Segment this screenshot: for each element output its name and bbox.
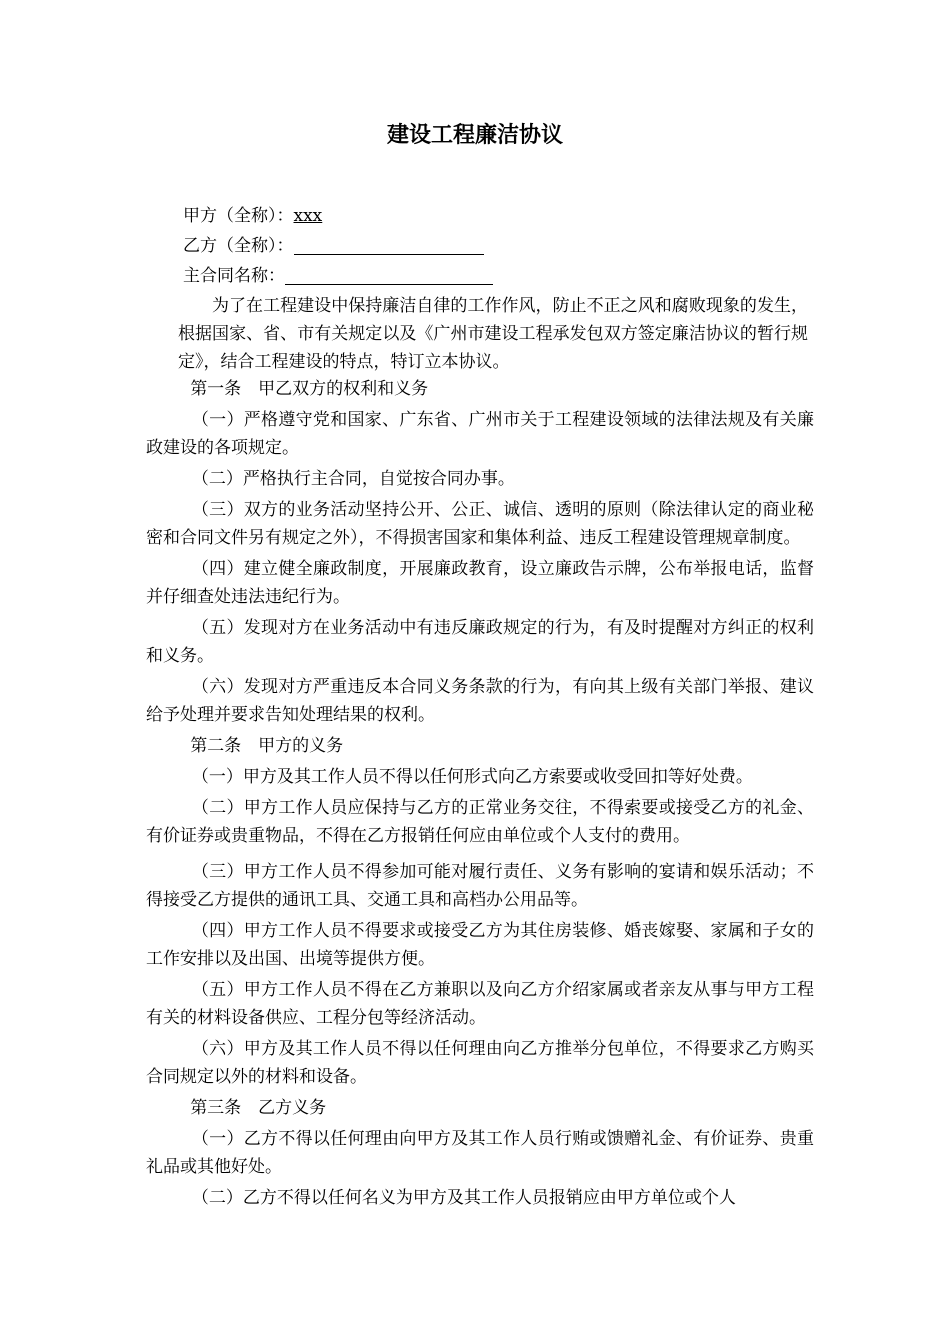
article1-item: （一）严格遵守党和国家、广东省、广州市关于工程建设领域的法律法规及有关廉政建设的各项规定。 [146,410,814,458]
main-contract-blank [285,266,493,285]
article2-item: （五）甲方工作人员不得在乙方兼职以及向乙方介绍家属或者亲友从事与甲方工程有关的材料设备供应、工程分包等经济活动。 [146,980,814,1028]
main-contract-label: 主合同名称： [183,266,285,286]
document-title: 建设工程廉洁协议 [386,123,563,148]
article3-item: （一）乙方不得以任何理由向甲方及其工作人员行贿或馈赠礼金、有价证券、贵重礼品或其他好处。 [146,1129,814,1177]
article1-item: （四）建立健全廉政制度，开展廉政教育，设立廉政告示牌，公布举报电话，监督并仔细查处违法违纪行为。 [146,559,814,607]
party-b-line [183,232,484,260]
article1-item: （六）发现对方严重违反本合同义务条款的行为，有向其上级有关部门举报、建议给予处理并要求告知处理结果的权利。 [146,677,814,725]
party-a-value: xxx [293,206,323,226]
article1-heading: 第一条 甲乙双方的权利和义务 [190,379,429,399]
intro-paragraph: 为了在工程建设中保持廉洁自律的工作作风，防止不正之风和腐败现象的发生，根据国家、省、市有关规定以及《广州市建设工程承发包双方签定廉洁协议的暂行规定》，结合工程建设的特点，特订立本协议。 [178,296,808,372]
article1-item: （二）严格执行主合同，自觉按合同办事。 [191,469,515,489]
article1-item: （五）发现对方在业务活动中有违反廉政规定的行为，有及时提醒对方纠正的权利和义务。 [146,618,814,666]
article3-item: （二）乙方不得以任何名义为甲方及其工作人员报销应由甲方单位或个人 [191,1188,736,1208]
party-a-label: 甲方（全称）： [183,206,294,226]
party-b-label: 乙方（全称）： [183,236,294,256]
article1-item: （三）双方的业务活动坚持公开、公正、诚信、透明的原则（除法律认定的商业秘密和合同文件另有规定之外），不得损害国家和集体利益、违反工程建设管理规章制度。 [146,500,814,548]
party-b-blank [294,236,484,255]
article2-item: （二）甲方工作人员应保持与乙方的正常业务交往，不得索要或接受乙方的礼金、有价证券或贵重物品，不得在乙方报销任何应由单位或个人支付的费用。 [146,798,814,846]
article3-heading: 第三条 乙方义务 [190,1098,327,1118]
article2-heading: 第二条 甲方的义务 [190,736,344,756]
party-a-line [183,202,322,230]
main-contract-line [183,262,493,290]
article2-item: （一）甲方及其工作人员不得以任何形式向乙方索要或收受回扣等好处费。 [191,767,753,787]
article2-item: （三）甲方工作人员不得参加可能对履行责任、义务有影响的宴请和娱乐活动；不得接受乙方提供的通讯工具、交通工具和高档办公用品等。 [146,862,814,910]
article2-item: （四）甲方工作人员不得要求或接受乙方为其住房装修、婚丧嫁娶、家属和子女的工作安排以及出国、出境等提供方便。 [146,921,814,969]
article2-item: （六）甲方及其工作人员不得以任何理由向乙方推举分包单位，不得要求乙方购买合同规定以外的材料和设备。 [146,1039,814,1087]
articles [146,375,814,1215]
